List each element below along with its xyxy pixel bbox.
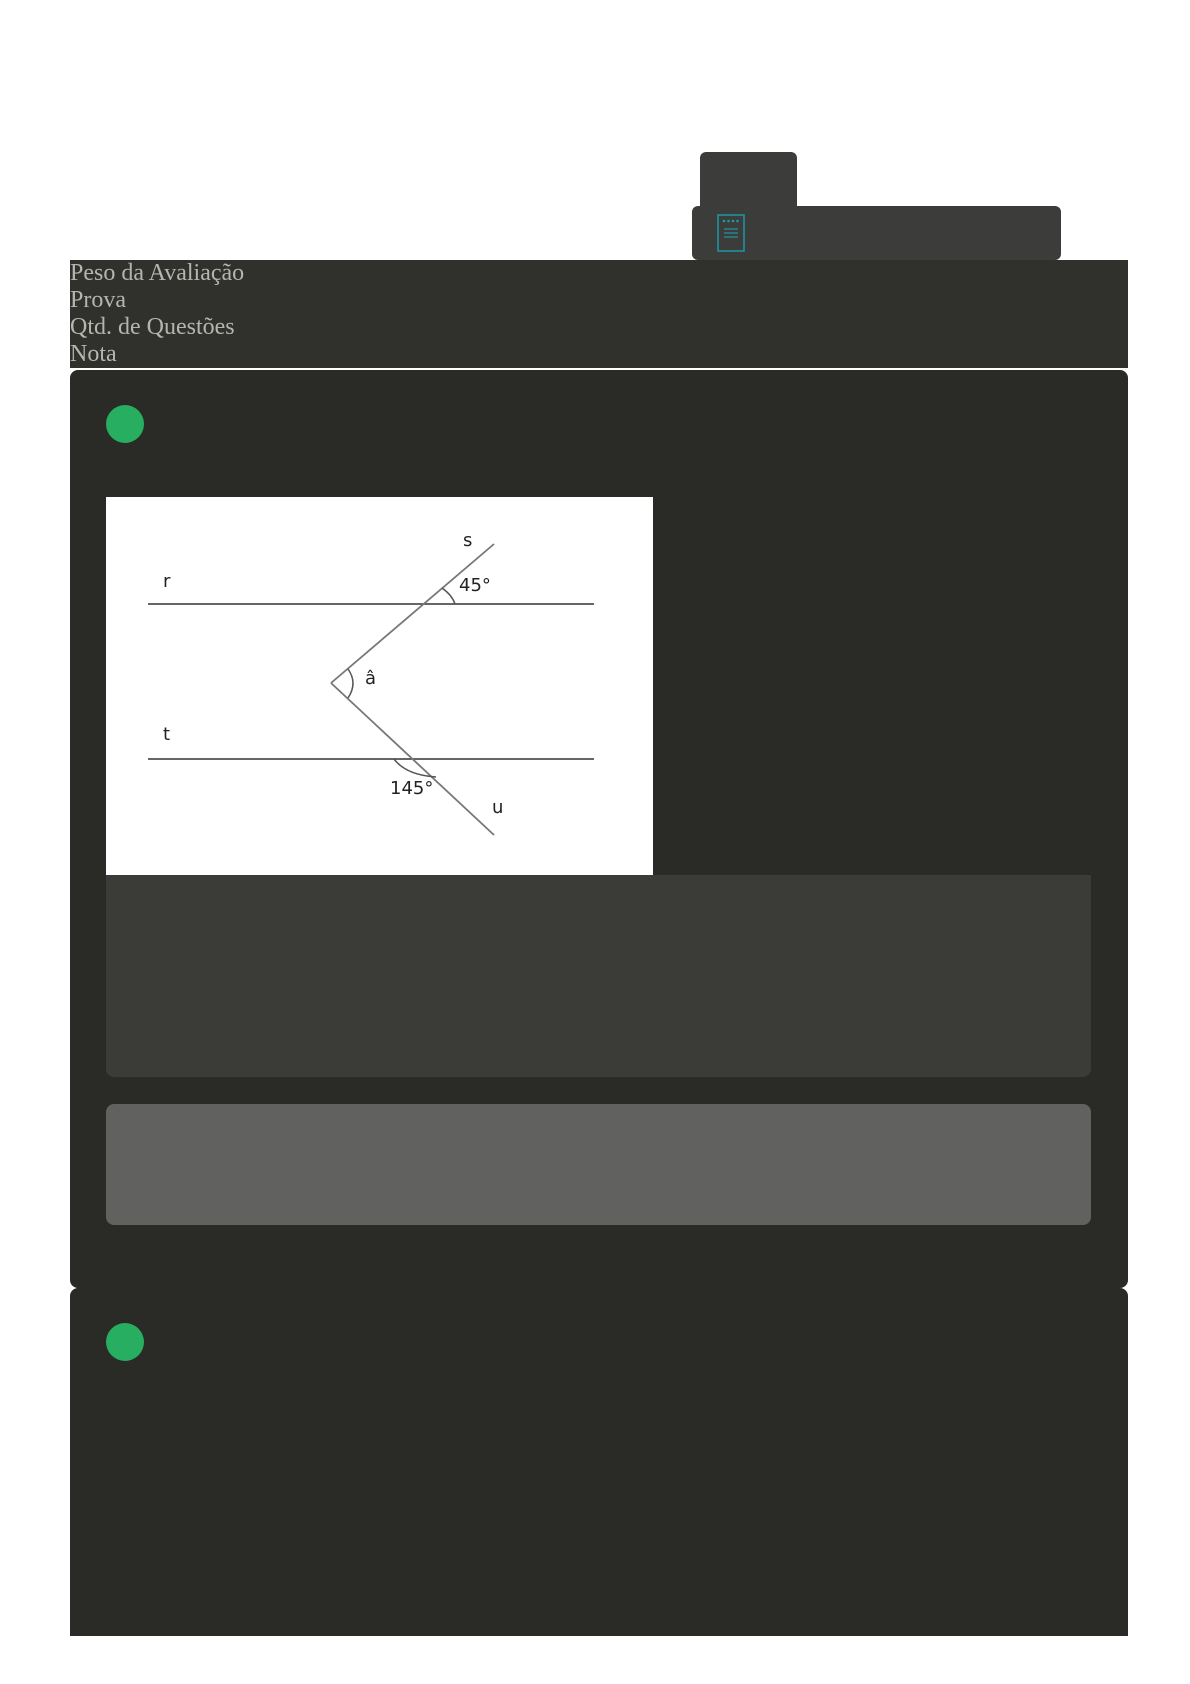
label-u: u [492,797,504,818]
question-card-1 [70,370,1128,1288]
weight-label: Peso da Avaliação [70,260,245,286]
header-tab[interactable] [700,152,797,206]
label-angle-145: 145° [390,778,434,799]
document-toolbar[interactable] [692,206,1061,260]
exam-info-panel [70,260,1128,368]
label-s: s [463,530,473,551]
label-angle-a: â [365,668,377,689]
document-icon[interactable] [717,214,745,252]
correct-status-indicator [106,405,144,443]
correct-status-indicator [106,1323,144,1361]
question-card-2 [70,1288,1128,1636]
parallel-lines-diagram [106,497,653,875]
question-count-label: Qtd. de Questões [70,314,235,340]
grade-label: Nota [70,341,117,367]
label-angle-45: 45° [459,575,491,596]
label-t: t [163,724,171,745]
feedback-box [106,1104,1091,1225]
angle-arc-45 [442,588,455,604]
label-r: r [163,571,171,592]
exam-label: Prova [70,287,126,313]
angle-arc-a [348,669,353,698]
question-figure [106,497,653,875]
line-s [331,544,494,683]
answer-options-box[interactable] [106,875,1091,1077]
